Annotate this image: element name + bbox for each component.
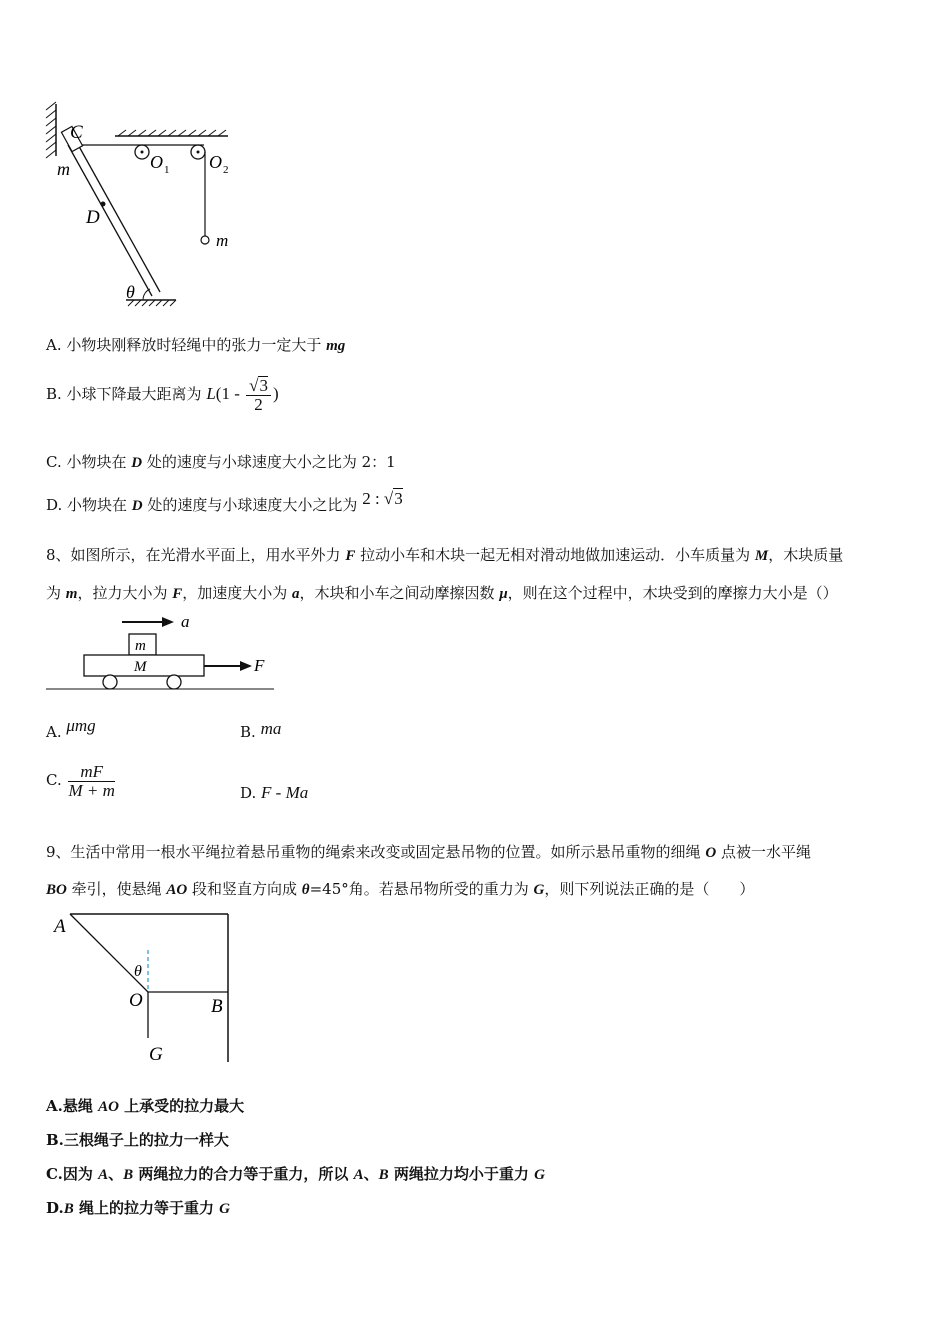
label-A: A [54,916,66,937]
fraction-sqrt3-over-2: $\frac{√3}{2}$ [246,376,271,414]
q9-option-a: A.悬绳 AO 上承受的拉力最大 [46,1097,245,1115]
q9-option-c: C.因为 A、B 两绳拉力的合力等于重力，所以 A、B 两绳拉力均小于重力 G [46,1165,545,1183]
label-F: F [254,656,265,675]
label-M: M [134,659,147,675]
q8-option-b: B. ma [240,719,282,741]
q9-stem-line1: 9、生活中常用一根水平绳拉着悬吊重物的绳索来改变或固定悬吊物的位置。如所示悬吊重物的细绳 O 点被一水平绳 [46,843,811,861]
label-c: C [70,122,83,143]
figure-q8-cart-block [44,605,284,695]
q7-option-c: C. 小物块在 D 处的速度与小球速度大小之比为 2：1 [46,453,396,471]
label-o1-sub: 1 [164,164,170,176]
q7-option-b: B. 小球下降最大距离为 L(1 - $\frac{√3}{2}$ ) [46,376,279,414]
q8-stem-line2: 为 m，拉力大小为 F，加速度大小为 a，木块和小车之间动摩擦因数 μ，则在这个过程中，木块受到的摩擦力大小是（） [46,584,838,602]
label-o1: O [150,152,163,172]
q7-option-a: A. 小物块刚释放时轻绳中的张力一定大于 mg [46,336,346,354]
label-theta: θ [134,963,142,980]
label-theta: θ [126,282,135,302]
ratio-2-sqrt3: 2 : √3 [362,489,403,508]
q9-option-d: D.B 绳上的拉力等于重力 G [46,1199,231,1217]
label-m: m [135,638,146,654]
q8-option-c: C. $\frac{mF}{M + m}$ [46,761,115,800]
label-B: B [211,996,223,1017]
q9-stem-line2: BO 牵引，使悬绳 AO 段和竖直方向成 θ=45°角。若悬吊物所受的重力为 G，则下列说法正确的是（ ） [46,880,755,898]
label-m-ball: m [216,231,229,250]
label-m-block: m [57,159,70,179]
point-d [101,202,106,207]
figure-q9-hanging-weight [44,908,244,1068]
label-o2-sub: 2 [223,164,229,176]
label-d: D [86,207,100,228]
label-o2: O [209,152,222,172]
q7-option-d: D. 小物块在 D 处的速度与小球速度大小之比为 2 : √3 [46,489,403,514]
label-G: G [149,1044,163,1065]
label-O: O [129,990,143,1011]
q9-option-b: B.三根绳子上的拉力一样大 [46,1131,229,1149]
ball-m [201,236,209,244]
fraction-mF-over-M-plus-m: $\frac{mF}{M + m}$ [68,761,115,800]
q8-option-d: D. F - Ma [240,783,309,802]
label-a: a [181,612,190,631]
q8-stem-line1: 8、如图所示，在光滑水平面上，用水平外力 F 拉动小车和木块一起无相对滑动地做加速运动．小车质量为 M，木块质量 [46,546,844,564]
q8-option-a: A. μmg [46,716,96,741]
figure-q7-pulley-rod [40,100,260,315]
